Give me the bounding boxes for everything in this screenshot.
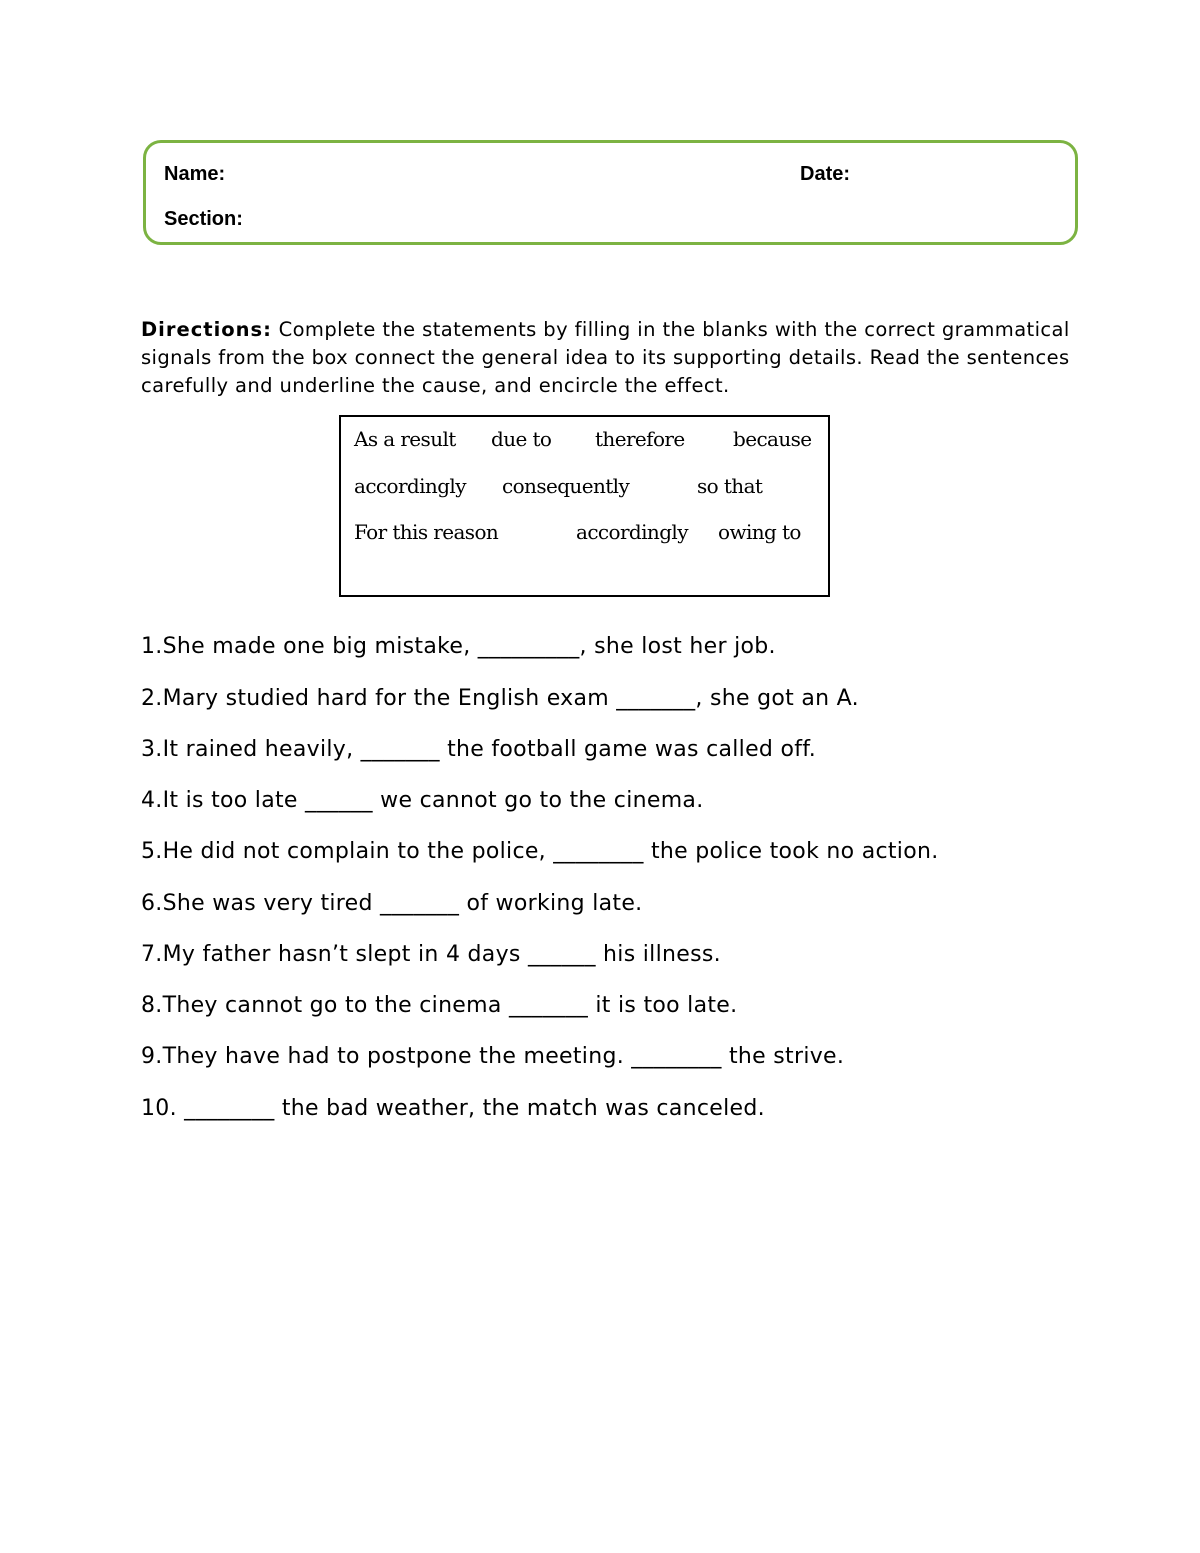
question-item: 2.Mary studied hard for the English exam _______, she got an A. xyxy=(141,686,859,711)
word-bank-item: owing to xyxy=(718,520,801,544)
word-bank-item: For this reason xyxy=(354,520,499,544)
word-bank-box xyxy=(339,415,830,597)
word-bank-item: accordingly xyxy=(354,474,466,498)
question-item: 1.She made one big mistake, _________, she lost her job. xyxy=(141,634,776,659)
question-item: 9.They have had to postpone the meeting. ________ the strive. xyxy=(141,1044,845,1069)
section-label: Section: xyxy=(164,208,243,230)
word-bank-item: therefore xyxy=(595,427,685,451)
directions-text: Complete the statements by filling in the blanks with the correct grammatical signals from the box connect the general idea to its supporting details. Read the sentences carefully and underline the cause, and encircle the effect. xyxy=(141,318,1070,397)
directions-label: Directions: xyxy=(141,318,272,341)
word-bank-item: due to xyxy=(491,427,552,451)
question-item: 3.It rained heavily, _______ the football game was called off. xyxy=(141,737,817,762)
question-item: 8.They cannot go to the cinema _______ it is too late. xyxy=(141,993,738,1018)
question-item: 7.My father hasn’t slept in 4 days ______ his illness. xyxy=(141,942,721,967)
word-bank-item: because xyxy=(733,427,812,451)
word-bank-item: consequently xyxy=(502,474,630,498)
question-item: 10. ________ the bad weather, the match was canceled. xyxy=(141,1096,765,1121)
question-item: 4.It is too late ______ we cannot go to the cinema. xyxy=(141,788,704,813)
directions-paragraph xyxy=(141,316,1071,400)
question-item: 6.She was very tired _______ of working late. xyxy=(141,891,643,916)
name-label: Name: xyxy=(164,163,226,185)
student-info-box xyxy=(143,140,1078,245)
word-bank-item: As a result xyxy=(354,427,456,451)
date-label: Date: xyxy=(800,163,851,185)
question-item: 5.He did not complain to the police, ________ the police took no action. xyxy=(141,839,939,864)
word-bank-item: accordingly xyxy=(576,520,688,544)
word-bank-item: so that xyxy=(697,474,763,498)
